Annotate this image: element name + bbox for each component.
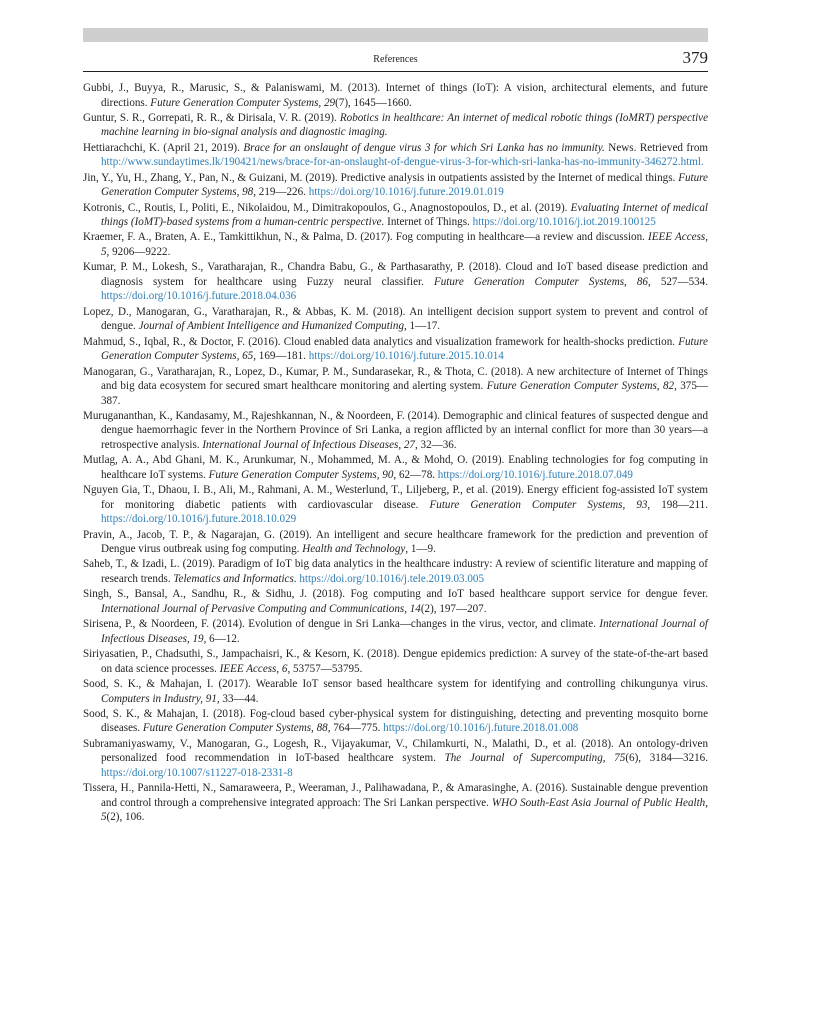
reference-details: Internet of Things. bbox=[384, 216, 473, 229]
reference-link[interactable]: https://doi.org/10.1016/j.future.2015.10.014 bbox=[308, 350, 504, 363]
reference-details: , 527—534. bbox=[647, 275, 708, 288]
reference-details: , 375—387. bbox=[101, 380, 708, 407]
reference-text: Tissera, H., Pannila-Hetti, N., Samaraweera, P., Weeraman, J., Palihawadana, P., & Amarasinghe, A. (2016). Sustainable dengue prevention and control through a comprehensive integrated approach: The Sri Lankan perspective. bbox=[83, 782, 708, 809]
reference-text: Mahmud, S., Iqbal, R., & Doctor, F. (2016). Cloud enabled data analytics and visualization framework for health-shocks prediction. bbox=[83, 335, 679, 348]
reference-details: , 764—775. bbox=[327, 722, 384, 735]
reference-details: , 169—181. bbox=[253, 350, 309, 363]
running-head bbox=[83, 50, 708, 70]
reference-source: Brace for an onslaught of dengue virus 3 for which Sri Lanka has no immunity. bbox=[243, 141, 605, 154]
reference-entry bbox=[83, 587, 708, 616]
reference-details: , 1—17. bbox=[404, 320, 441, 333]
reference-entry bbox=[83, 528, 708, 557]
reference-entry bbox=[83, 409, 708, 453]
reference-entry bbox=[83, 260, 708, 304]
reference-text: Subramaniyaswamy, V., Manogaran, G., Logesh, R., Vijayakumar, V., Chilamkurti, N., Malathi, D., et al. (2018). An ontology-driven personalized food recommendation in IoT-based healthcare system. bbox=[83, 737, 708, 765]
reference-entry bbox=[83, 111, 708, 140]
reference-entry bbox=[83, 171, 708, 200]
reference-link[interactable]: https://doi.org/10.1016/j.future.2019.01.019 bbox=[308, 186, 504, 199]
reference-entry bbox=[83, 483, 708, 527]
header-bar bbox=[83, 28, 708, 42]
reference-source: The Journal of Supercomputing, 75 bbox=[444, 752, 626, 765]
reference-text: Singh, S., Bansal, A., Sandhu, R., & Sidhu, J. (2018). Fog computing and IoT based healthcare support service for dengue fever. bbox=[83, 588, 708, 601]
reference-source: Future Generation Computer Systems, 88 bbox=[142, 722, 328, 735]
reference-source: Robotics in healthcare: An internet of medical robotic things (IoMRT) perspective machine learning in bio-signal analysis and diagnostic imaging. bbox=[101, 111, 708, 139]
reference-entry bbox=[83, 201, 708, 230]
reference-source: International Journal of Infectious Diseases, 27 bbox=[202, 438, 415, 451]
reference-details: (2), 197—207. bbox=[420, 602, 487, 615]
reference-source: International Journal of Infectious Diseases, 19 bbox=[101, 618, 709, 645]
reference-link[interactable]: https://doi.org/10.1016/j.future.2018.04.036 bbox=[101, 290, 297, 303]
reference-entry bbox=[83, 737, 708, 781]
reference-entry bbox=[83, 335, 708, 364]
reference-details: , 9206—9222. bbox=[106, 245, 171, 258]
reference-source: Journal of Ambient Intelligence and Humanized Computing bbox=[138, 320, 404, 333]
reference-text: Murugananthan, K., Kandasamy, M., Rajeshkannan, N., & Noordeen, F. (2014). Demographic and clinical features of suspected dengue and dengue haemorrhagic fever in the Northern Province of Sri Lanka, a region afflicted by an internal conflict for more than 30 years—a retrospective analysis. bbox=[83, 409, 708, 451]
reference-source: Future Generation Computer Systems, 29 bbox=[150, 96, 336, 109]
reference-text: Kumar, P. M., Lokesh, S., Varatharajan, R., Chandra Babu, G., & Parthasarathy, P. (2018). Cloud and IoT based disease prediction and diagnosis system for healthcare using Fuzzy neural classifier. bbox=[83, 261, 708, 288]
reference-source: Future Generation Computer Systems, 90 bbox=[208, 468, 394, 481]
reference-text: Jin, Y., Yu, H., Zhang, Y., Pan, N., & Guizani, M. (2019). Predictive analysis in outpatients assisted by the Internet of medical things. bbox=[83, 171, 679, 184]
reference-link[interactable]: https://doi.org/10.1016/j.future.2018.07.049 bbox=[437, 468, 633, 481]
reference-details: , 53757—53795. bbox=[287, 662, 363, 675]
reference-text: Kotronis, C., Routis, I., Politi, E., Nikolaidou, M., Dimitrakopoulos, G., Anagnostopoulos, D., et al. (2019). bbox=[83, 201, 571, 214]
reference-entry bbox=[83, 617, 708, 646]
reference-text: Sirisena, P., & Noordeen, F. (2014). Evolution of dengue in Sri Lanka—changes in the virus, vector, and climate. bbox=[83, 618, 600, 631]
reference-entry bbox=[83, 305, 708, 334]
header-rule bbox=[83, 71, 708, 72]
reference-details: , 1—9. bbox=[405, 543, 436, 556]
reference-details: , 62—78. bbox=[393, 468, 438, 481]
reference-text: Hettiarachchi, K. (April 21, 2019). bbox=[83, 141, 244, 154]
reference-entry bbox=[83, 557, 708, 586]
reference-text: Sood, S. K., & Mahajan, I. (2017). Wearable IoT sensor based healthcare system for identifying and controlling chikungunya virus. bbox=[83, 678, 708, 691]
reference-details: (7), 1645—1660. bbox=[335, 96, 412, 109]
reference-source: Future Generation Computer Systems, 98 bbox=[101, 171, 708, 199]
reference-text: Lopez, D., Manogaran, G., Varatharajan, R., & Abbas, K. M. (2018). An intelligent decision support system to prevent and control of dengue. bbox=[83, 305, 708, 333]
reference-details: , 6—12. bbox=[203, 632, 240, 645]
reference-entry bbox=[83, 781, 708, 825]
reference-link[interactable]: https://doi.org/10.1016/j.tele.2019.03.005 bbox=[299, 572, 485, 585]
reference-source: Future Generation Computer Systems, 82 bbox=[486, 380, 675, 393]
reference-text: Manogaran, G., Varatharajan, R., Lopez, D., Kumar, P. M., Sundarasekar, R., & Thota, C. (2018). A new architecture of Internet of Things and big data ecosystem for secured smart healthcare monitoring and alerting system. bbox=[83, 365, 708, 393]
reference-details: (2), 106. bbox=[106, 811, 145, 824]
reference-details: , 33—44. bbox=[216, 692, 259, 705]
reference-source: Future Generation Computer Systems, 65 bbox=[101, 335, 708, 363]
reference-text: Gubbi, J., Buyya, R., Marusic, S., & Palaniswami, M. (2013). Internet of things (IoT): A vision, architectural elements, and future directions. bbox=[83, 82, 708, 109]
reference-text: Mutlag, A. A., Abd Ghani, M. K., Arunkumar, N., Mohammed, M. A., & Mohd, O. (2019). Enabling technologies for fog computing in healthcare IoT systems. bbox=[83, 454, 708, 481]
reference-link[interactable]: https://doi.org/10.1016/j.future.2018.10.029 bbox=[101, 513, 297, 526]
reference-text: Siriyasatien, P., Chadsuthi, S., Jampachaisri, K., & Kesorn, K. (2018). Dengue epidemics prediction: A survey of the state-of-the-art based on data science processes. bbox=[83, 648, 708, 675]
page-number: 379 bbox=[682, 48, 708, 67]
reference-text: Pravin, A., Jacob, T. P., & Nagarajan, G. (2019). An intelligent and secure healthcare framework for the prediction and prevention of Dengue virus outbreak using fog computing. bbox=[83, 528, 708, 556]
reference-details: (6), 3184—3216. bbox=[625, 752, 708, 765]
reference-source: Evaluating Internet of medical things (IoMT)-based systems from a human-centric perspective. bbox=[101, 201, 708, 229]
reference-source: International Journal of Pervasive Computing and Communications, 14 bbox=[101, 602, 421, 615]
reference-source: Health and Technology bbox=[302, 543, 406, 556]
reference-text: Kraemer, F. A., Braten, A. E., Tamkittikhun, N., & Palma, D. (2017). Fog computing in healthcare—a review and discussion. bbox=[83, 231, 649, 244]
reference-entry bbox=[83, 647, 708, 676]
reference-entry bbox=[83, 365, 708, 409]
reference-text: Guntur, S. R., Gorrepati, R. R., & Dirisala, V. R. (2019). bbox=[83, 111, 340, 124]
reference-entry bbox=[83, 141, 708, 170]
reference-list bbox=[83, 81, 708, 826]
reference-source: Telematics and Informatics bbox=[173, 572, 294, 585]
reference-entry bbox=[83, 81, 708, 110]
reference-link[interactable]: https://doi.org/10.1007/s11227-018-2331-8 bbox=[101, 766, 293, 779]
reference-source: Computers in Industry, 91 bbox=[101, 692, 217, 705]
reference-text: Sood, S. K., & Mahajan, I. (2018). Fog-cloud based cyber-physical system for distinguishing, detecting and preventing mosquito borne diseases. bbox=[83, 707, 708, 735]
reference-link[interactable]: http://www.sundaytimes.lk/190421/news/brace-for-an-onslaught-of-dengue-virus-3-for-which-sri-lanka-has-no-immunity-346272.html. bbox=[101, 156, 704, 169]
running-title: References bbox=[373, 54, 418, 65]
reference-source: Future Generation Computer Systems, 93 bbox=[429, 498, 648, 511]
reference-details: , 198—211. bbox=[647, 498, 708, 511]
reference-text: Saheb, T., & Izadi, L. (2019). Paradigm of IoT big data analytics in the healthcare industry: A review of scientific literature and mapping of research trends. bbox=[83, 558, 708, 585]
reference-source: WHO South-East Asia Journal of Public Health, 5 bbox=[101, 796, 709, 824]
reference-text: Nguyen Gia, T., Dhaou, I. B., Ali, M., Rahmani, A. M., Westerlund, T., Liljeberg, P., et al. (2019). Energy efficient fog-assisted IoT system for monitoring diabetic patients with cardiovascular disease. bbox=[83, 484, 708, 511]
reference-source: Future Generation Computer Systems, 86 bbox=[433, 275, 648, 288]
reference-entry bbox=[83, 707, 708, 736]
reference-entry bbox=[83, 453, 708, 482]
reference-details: , 32—36. bbox=[414, 438, 457, 451]
reference-details: News. Retrieved from bbox=[604, 141, 708, 154]
reference-entry bbox=[83, 230, 708, 259]
reference-source: IEEE Access, 6 bbox=[219, 662, 288, 675]
reference-link[interactable]: https://doi.org/10.1016/j.iot.2019.100125 bbox=[472, 216, 656, 229]
reference-details: . bbox=[293, 572, 300, 585]
reference-source: IEEE Access, 5 bbox=[101, 231, 708, 258]
reference-entry bbox=[83, 677, 708, 706]
reference-link[interactable]: https://doi.org/10.1016/j.future.2018.01.008 bbox=[383, 722, 579, 735]
reference-details: , 219—226. bbox=[253, 186, 309, 199]
